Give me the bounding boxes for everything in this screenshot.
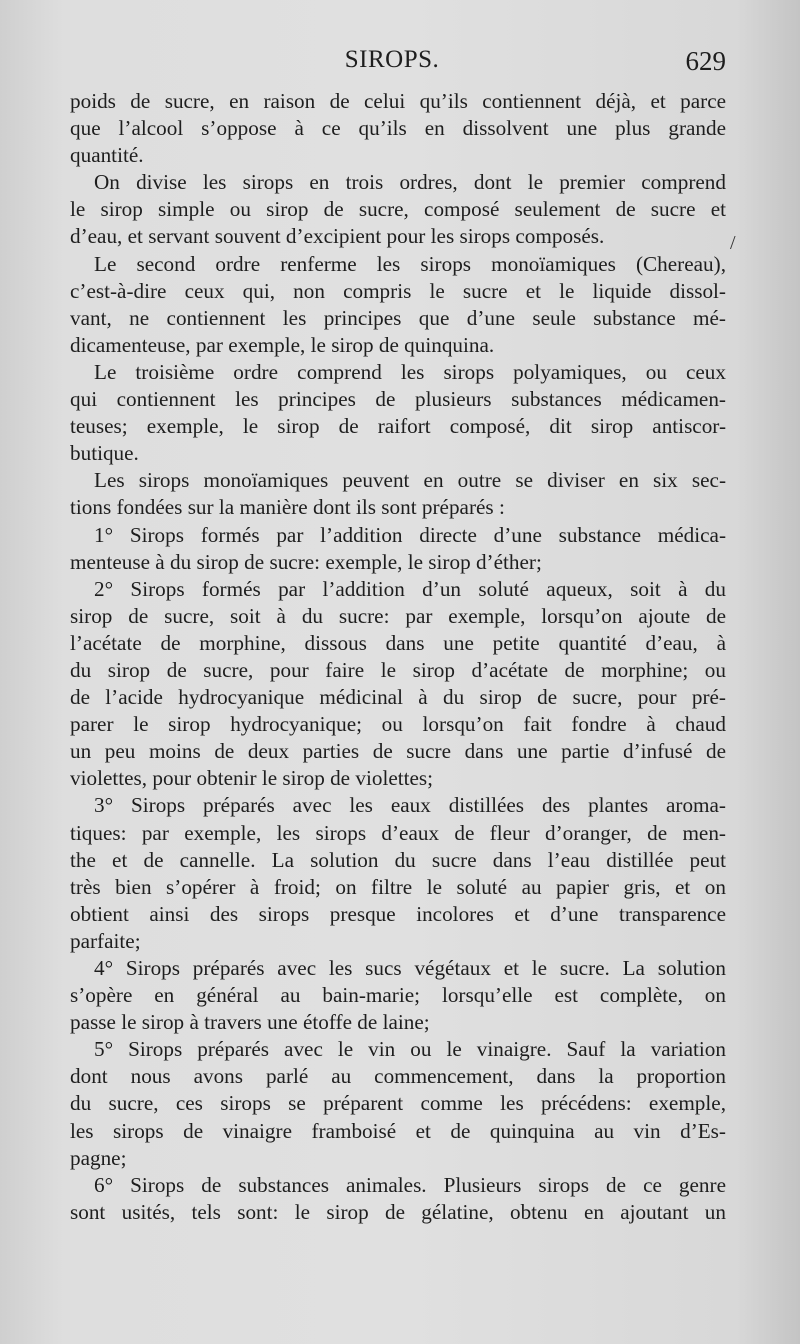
text-line: un peu moins de deux parties de sucre dans une partie d’infusé de <box>70 739 726 764</box>
text-line: sirop de sucre, soit à du sucre: par exemple, lorsqu’on ajoute de <box>70 603 726 628</box>
text-line: sont usités, tels sont: le sirop de gélatine, obtenu en ajoutant un <box>70 1199 726 1224</box>
text-line: teuses; exemple, le sirop de raifort composé, dit sirop antiscor- <box>70 414 726 439</box>
margin-mark: / <box>730 232 736 254</box>
text-line: poids de sucre, en raison de celui qu’ils contiennent déjà, et parce <box>70 89 726 113</box>
text-line: du sirop de sucre, pour faire le sirop d’acétate de morphine; ou <box>70 657 726 682</box>
text-line: passe le sirop à travers une étoffe de laine; <box>70 1010 430 1035</box>
text-line: que l’alcool s’oppose à ce qu’ils en dissolvent une plus grande <box>70 116 726 141</box>
text-line: de l’acide hydrocyanique médicinal à du sirop de sucre, pour pré- <box>70 685 726 710</box>
text-line: 5° Sirops préparés avec le vin ou le vinaigre. Sauf la variation <box>94 1037 726 1062</box>
text-line: parer le sirop hydrocyanique; ou lorsqu’on fait fondre à chaud <box>70 712 726 737</box>
text-line: vant, ne contiennent les principes que d’une seule substance mé- <box>70 305 726 330</box>
text-line: quantité. <box>70 143 144 168</box>
text-line: tiques: par exemple, les sirops d’eaux de fleur d’oranger, de men- <box>70 820 726 845</box>
text-line: Les sirops monoïamiques peuvent en outre se diviser en six sec- <box>94 468 726 493</box>
text-line: dicamenteuse, par exemple, le sirop de quinquina. <box>70 332 495 357</box>
text-line: Le troisième ordre comprend les sirops polyamiques, ou ceux <box>94 359 726 384</box>
page-header <box>0 42 800 82</box>
text-line: 1° Sirops formés par l’addition directe d’une substance médica- <box>94 522 726 547</box>
text-line: 2° Sirops formés par l’addition d’un soluté aqueux, soit à du <box>94 576 726 601</box>
text-line: menteuse à du sirop de sucre: exemple, le sirop d’éther; <box>70 549 542 574</box>
text-line: violettes, pour obtenir le sirop de violettes; <box>70 766 434 791</box>
page-number: 629 <box>685 46 726 76</box>
text-line: pagne; <box>70 1145 127 1170</box>
running-title: SIROPS. <box>344 46 440 73</box>
text-line: 4° Sirops préparés avec les sucs végétaux et le sucre. La solution <box>94 956 726 980</box>
text-line: obtient ainsi des sirops presque incolores et d’une transparence <box>70 901 726 926</box>
text-line: le sirop simple ou sirop de sucre, composé seulement de sucre et <box>70 197 726 222</box>
text-line: s’opère en général au bain-marie; lorsqu’elle est complète, on <box>70 983 726 1008</box>
text-line: du sucre, ces sirops se préparent comme les précédens: exemple, <box>70 1091 726 1116</box>
text-line: On divise les sirops en trois ordres, dont le premier comprend <box>94 170 726 195</box>
text-line: parfaite; <box>70 928 141 953</box>
body-text <box>70 88 726 1226</box>
text-line: très bien s’opérer à froid; on filtre le soluté au papier gris, et on <box>70 874 726 899</box>
text-line: 6° Sirops de substances animales. Plusieurs sirops de ce genre <box>94 1172 726 1197</box>
text-line: Le second ordre renferme les sirops monoïamiques (Chereau), <box>94 251 726 276</box>
text-line: d’eau, et servant souvent d’excipient pour les sirops composés. <box>70 224 605 249</box>
text-line: butique. <box>70 441 139 466</box>
text-line: les sirops de vinaigre framboisé et de quinquina au vin d’Es- <box>70 1118 726 1143</box>
text-line: 3° Sirops préparés avec les eaux distillées des plantes aroma- <box>94 793 726 818</box>
text-line: dont nous avons parlé au commencement, dans la proportion <box>70 1064 726 1089</box>
text-line: qui contiennent les principes de plusieurs substances médicamen- <box>70 387 726 412</box>
text-line: the et de cannelle. La solution du sucre dans l’eau distillée peut <box>70 847 726 872</box>
text-line: tions fondées sur la manière dont ils sont préparés : <box>70 495 505 520</box>
text-line: l’acétate de morphine, dissous dans une petite quantité d’eau, à <box>70 630 726 655</box>
text-line: c’est-à-dire ceux qui, non compris le sucre et le liquide dissol- <box>70 278 726 303</box>
